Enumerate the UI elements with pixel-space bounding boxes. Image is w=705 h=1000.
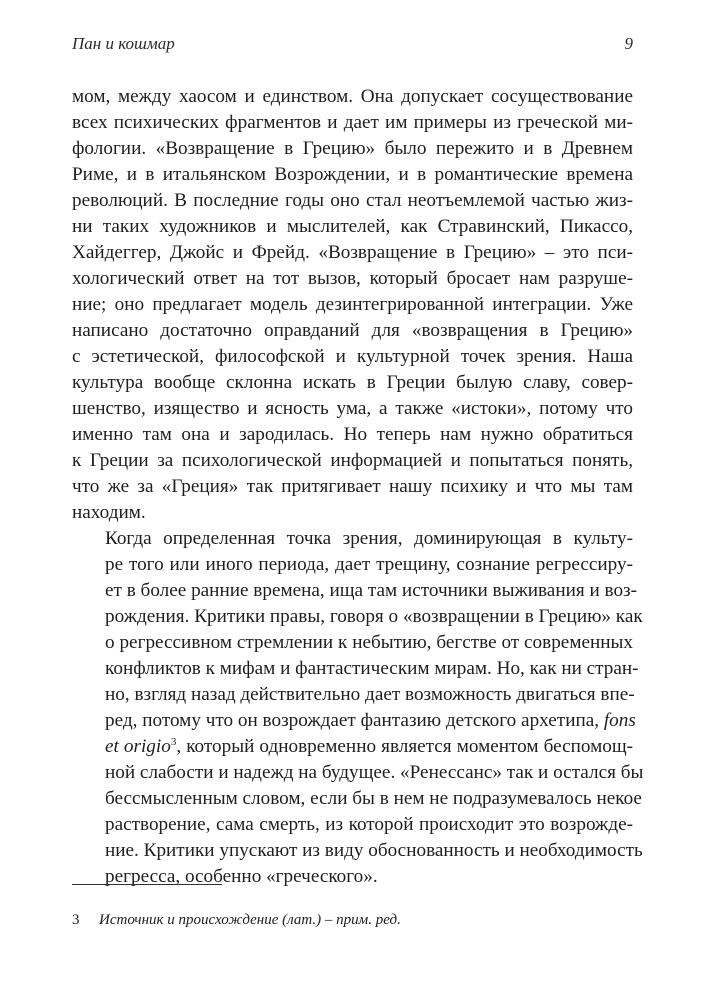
text-line: ни таких художников и мыслителей, как Стравинский, Пикассо, bbox=[72, 216, 633, 237]
text-line: о регрессивном стремлении к небытию, бегстве от современных bbox=[105, 632, 633, 653]
text-line: к Греции за психологической информацией и попытаться понять, bbox=[72, 450, 633, 471]
text-line: бессмысленным словом, если бы в нем не подразумевалось некое bbox=[105, 788, 642, 809]
running-title: Пан и кошмар bbox=[72, 34, 175, 53]
text-line: именно там она и зародилась. Но теперь нам нужно обратиться bbox=[72, 424, 633, 445]
footnote-text: Источник и происхождение (лат.) – прим. ред. bbox=[99, 912, 401, 928]
latin-term: et origio bbox=[105, 736, 171, 757]
text-line: регресса, особенно «греческого». bbox=[105, 866, 378, 887]
text-segment: , который одновременно является моментом беспомощ- bbox=[176, 736, 633, 757]
text-line: шенство, изящество и ясность ума, а также «истоки», потому что bbox=[72, 398, 633, 419]
latin-term: fons bbox=[603, 710, 636, 731]
text-line: фологии. «Возвращение в Грецию» было пережито и в Древнем bbox=[72, 138, 633, 159]
text-line: что же за «Греция» так притягивает нашу психику и что мы там bbox=[72, 476, 633, 497]
text-line: Хайдеггер, Джойс и Фрейд. «Возвращение в Грецию» – это пси- bbox=[72, 242, 633, 263]
text-line: находим. bbox=[72, 502, 146, 523]
paragraph-1 bbox=[72, 84, 633, 526]
footnote-reference[interactable]: 3 bbox=[170, 736, 177, 748]
text-line: ние; оно предлагает модель дезинтегрированной интеграции. Уже bbox=[72, 294, 633, 315]
text-line: Риме, и в итальянском Возрождении, и в романтические времена bbox=[72, 164, 633, 185]
page-number: 9 bbox=[624, 34, 633, 53]
text-line: мом, между хаосом и единством. Она допускает сосуществование bbox=[72, 86, 633, 107]
text-line: культура вообще склонна искать в Греции былую славу, совер- bbox=[72, 372, 633, 393]
text-line: ре того или иного периода, дает трещину, сознание регрессиру- bbox=[105, 554, 633, 575]
text-line: всех психических фрагментов и дает им примеры из греческой ми- bbox=[72, 112, 633, 133]
text-line: Когда определенная точка зрения, доминирующая в культу- bbox=[105, 528, 633, 549]
footnote bbox=[72, 910, 633, 930]
paragraph-2 bbox=[72, 526, 644, 890]
footnote-divider bbox=[72, 884, 222, 885]
text-line: ной слабости и надежд на будущее. «Ренессанс» так и остался бы bbox=[105, 762, 644, 783]
text-line: с эстетической, философской и культурной точек зрения. Наша bbox=[72, 346, 633, 367]
text-line bbox=[72, 708, 636, 734]
text-segment: ред, потому что он возрождает фантазию детского архетипа, bbox=[105, 710, 600, 731]
footnote-number: 3 bbox=[72, 912, 80, 928]
text-line: конфликтов к мифам и фантастическим мирам. Но, как ни стран- bbox=[105, 658, 639, 679]
text-line: ние. Критики упускают из виду обоснованность и необходимость bbox=[105, 840, 643, 861]
text-line bbox=[72, 734, 633, 760]
text-line: но, взгляд назад действительно дает возможность двигаться впе- bbox=[105, 684, 635, 705]
text-line: растворение, сама смерть, из которой происходит это возрожде- bbox=[105, 814, 633, 835]
text-line: написано достаточно оправданий для «возвращения в Грецию» bbox=[72, 320, 633, 341]
running-header bbox=[72, 34, 633, 54]
text-line: ет в более ранние времена, ища там источники выживания и воз- bbox=[105, 580, 638, 601]
text-line: хологический ответ на тот вызов, который бросает нам разруше- bbox=[72, 268, 633, 289]
body-text bbox=[72, 84, 644, 890]
text-line: революций. В последние годы оно стал неотъемлемой частью жиз- bbox=[72, 190, 633, 211]
text-line: рождения. Критики правы, говоря о «возвращении в Грецию» как bbox=[105, 606, 643, 627]
